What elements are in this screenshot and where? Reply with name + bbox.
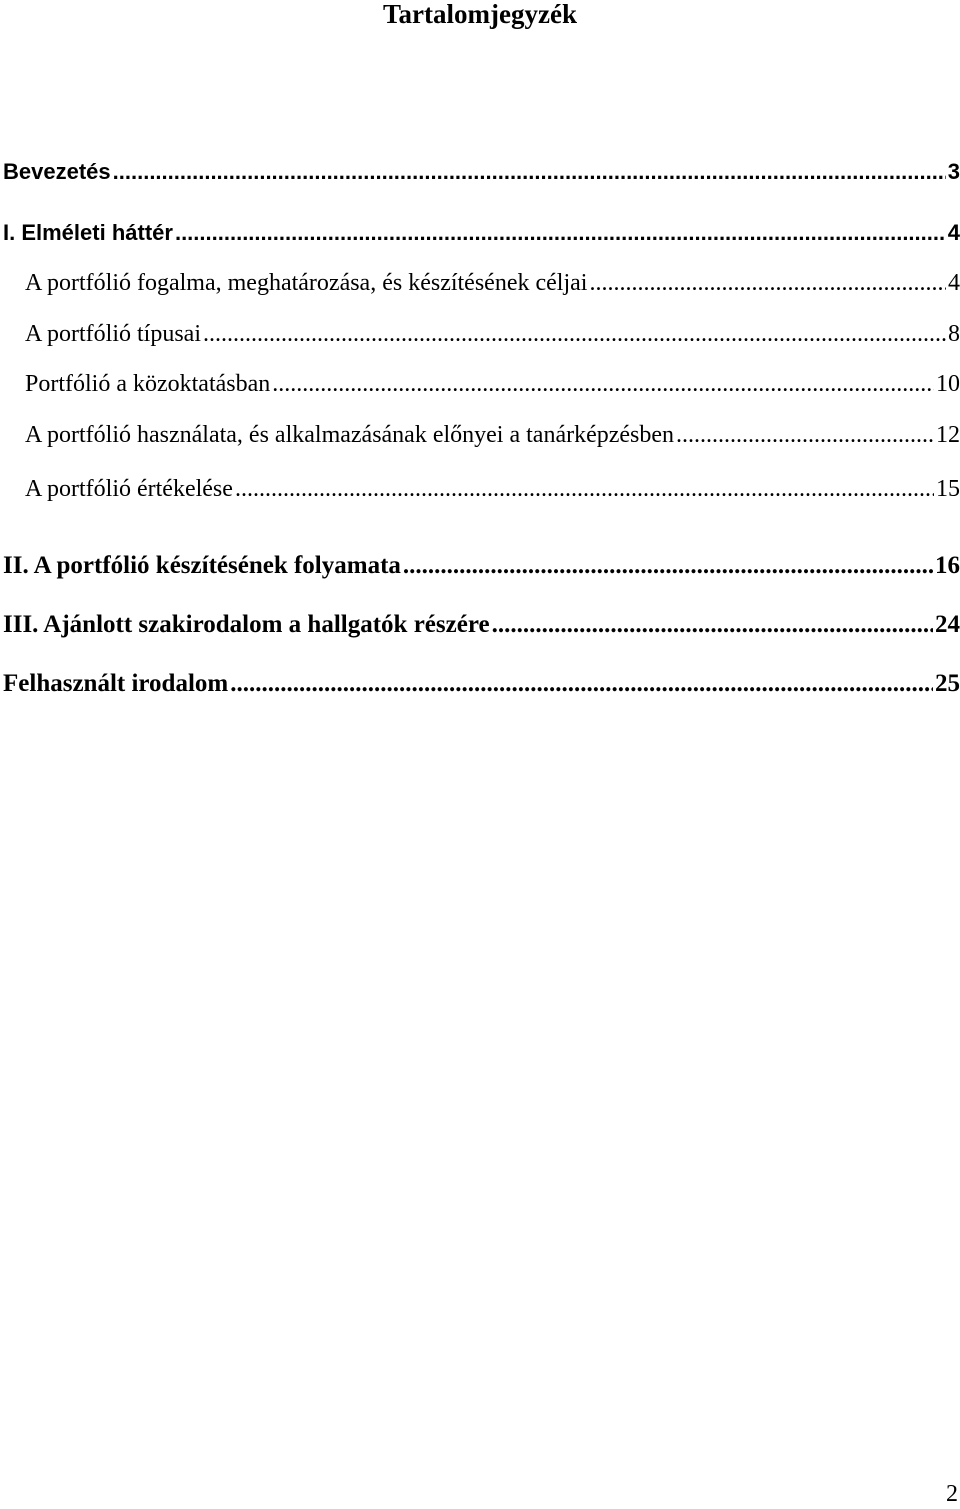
toc-entry-szakirodalom[interactable] — [3, 610, 960, 640]
toc-entry-title: II. A portfólió készítésének folyamata — [3, 552, 401, 579]
toc-dot-leader — [230, 669, 933, 699]
toc-entry-page: 10 — [936, 371, 960, 397]
toc-entry-tanarkepzes[interactable] — [25, 420, 960, 450]
toc-entry-title: A portfólió típusai — [25, 321, 201, 347]
toc-entry-title: A portfólió értékelése — [25, 476, 233, 502]
toc-entry-ertekelese[interactable] — [25, 474, 960, 504]
toc-entry-felhasznalt-irodalom[interactable] — [3, 669, 960, 699]
toc-entry-page: 8 — [948, 321, 960, 347]
toc-dot-leader — [589, 268, 946, 298]
toc-dot-leader — [203, 319, 946, 349]
toc-entry-page: 16 — [935, 552, 960, 579]
toc-entry-tipusai[interactable] — [25, 319, 960, 349]
toc-entry-page: 12 — [936, 422, 960, 448]
toc-dot-leader — [403, 551, 933, 581]
toc-dot-leader — [492, 610, 933, 640]
toc-dot-leader — [272, 369, 934, 399]
toc-entry-elmeleti-hatter[interactable] — [3, 218, 960, 248]
toc-entry-bevezetes[interactable] — [3, 157, 960, 187]
toc-entry-fogalma[interactable] — [25, 268, 960, 298]
toc-dot-leader — [235, 474, 934, 504]
toc-entry-page: 15 — [936, 476, 960, 502]
toc-entry-title: III. Ajánlott szakirodalom a hallgatók részére — [3, 611, 490, 638]
toc-entry-page: 25 — [935, 670, 960, 697]
toc-dot-leader — [113, 157, 946, 187]
toc-entry-kozoktatas[interactable] — [25, 369, 960, 399]
toc-entry-title: Bevezetés — [3, 159, 111, 184]
toc-dot-leader — [175, 218, 946, 248]
toc-entry-title: Felhasznált irodalom — [3, 670, 229, 697]
toc-entry-title: A portfólió használata, és alkalmazásának előnyei a tanárképzésben — [25, 422, 675, 448]
toc-entry-title: Portfólió a közoktatásban — [25, 371, 271, 397]
toc-entry-title: I. Elméleti háttér — [3, 220, 173, 245]
toc-dot-leader — [676, 420, 934, 450]
toc-entry-page: 3 — [947, 159, 960, 184]
toc-entry-title: A portfólió fogalma, meghatározása, és készítésének céljai — [25, 270, 588, 296]
page-title: Tartalomjegyzék — [383, 0, 577, 29]
toc-entry-page: 4 — [947, 220, 960, 245]
page-number: 2 — [946, 1481, 958, 1507]
toc-entry-folyamata[interactable] — [3, 551, 960, 581]
toc-entry-page: 4 — [948, 270, 960, 296]
toc-entry-page: 24 — [935, 611, 960, 638]
table-of-contents — [0, 0, 960, 700]
